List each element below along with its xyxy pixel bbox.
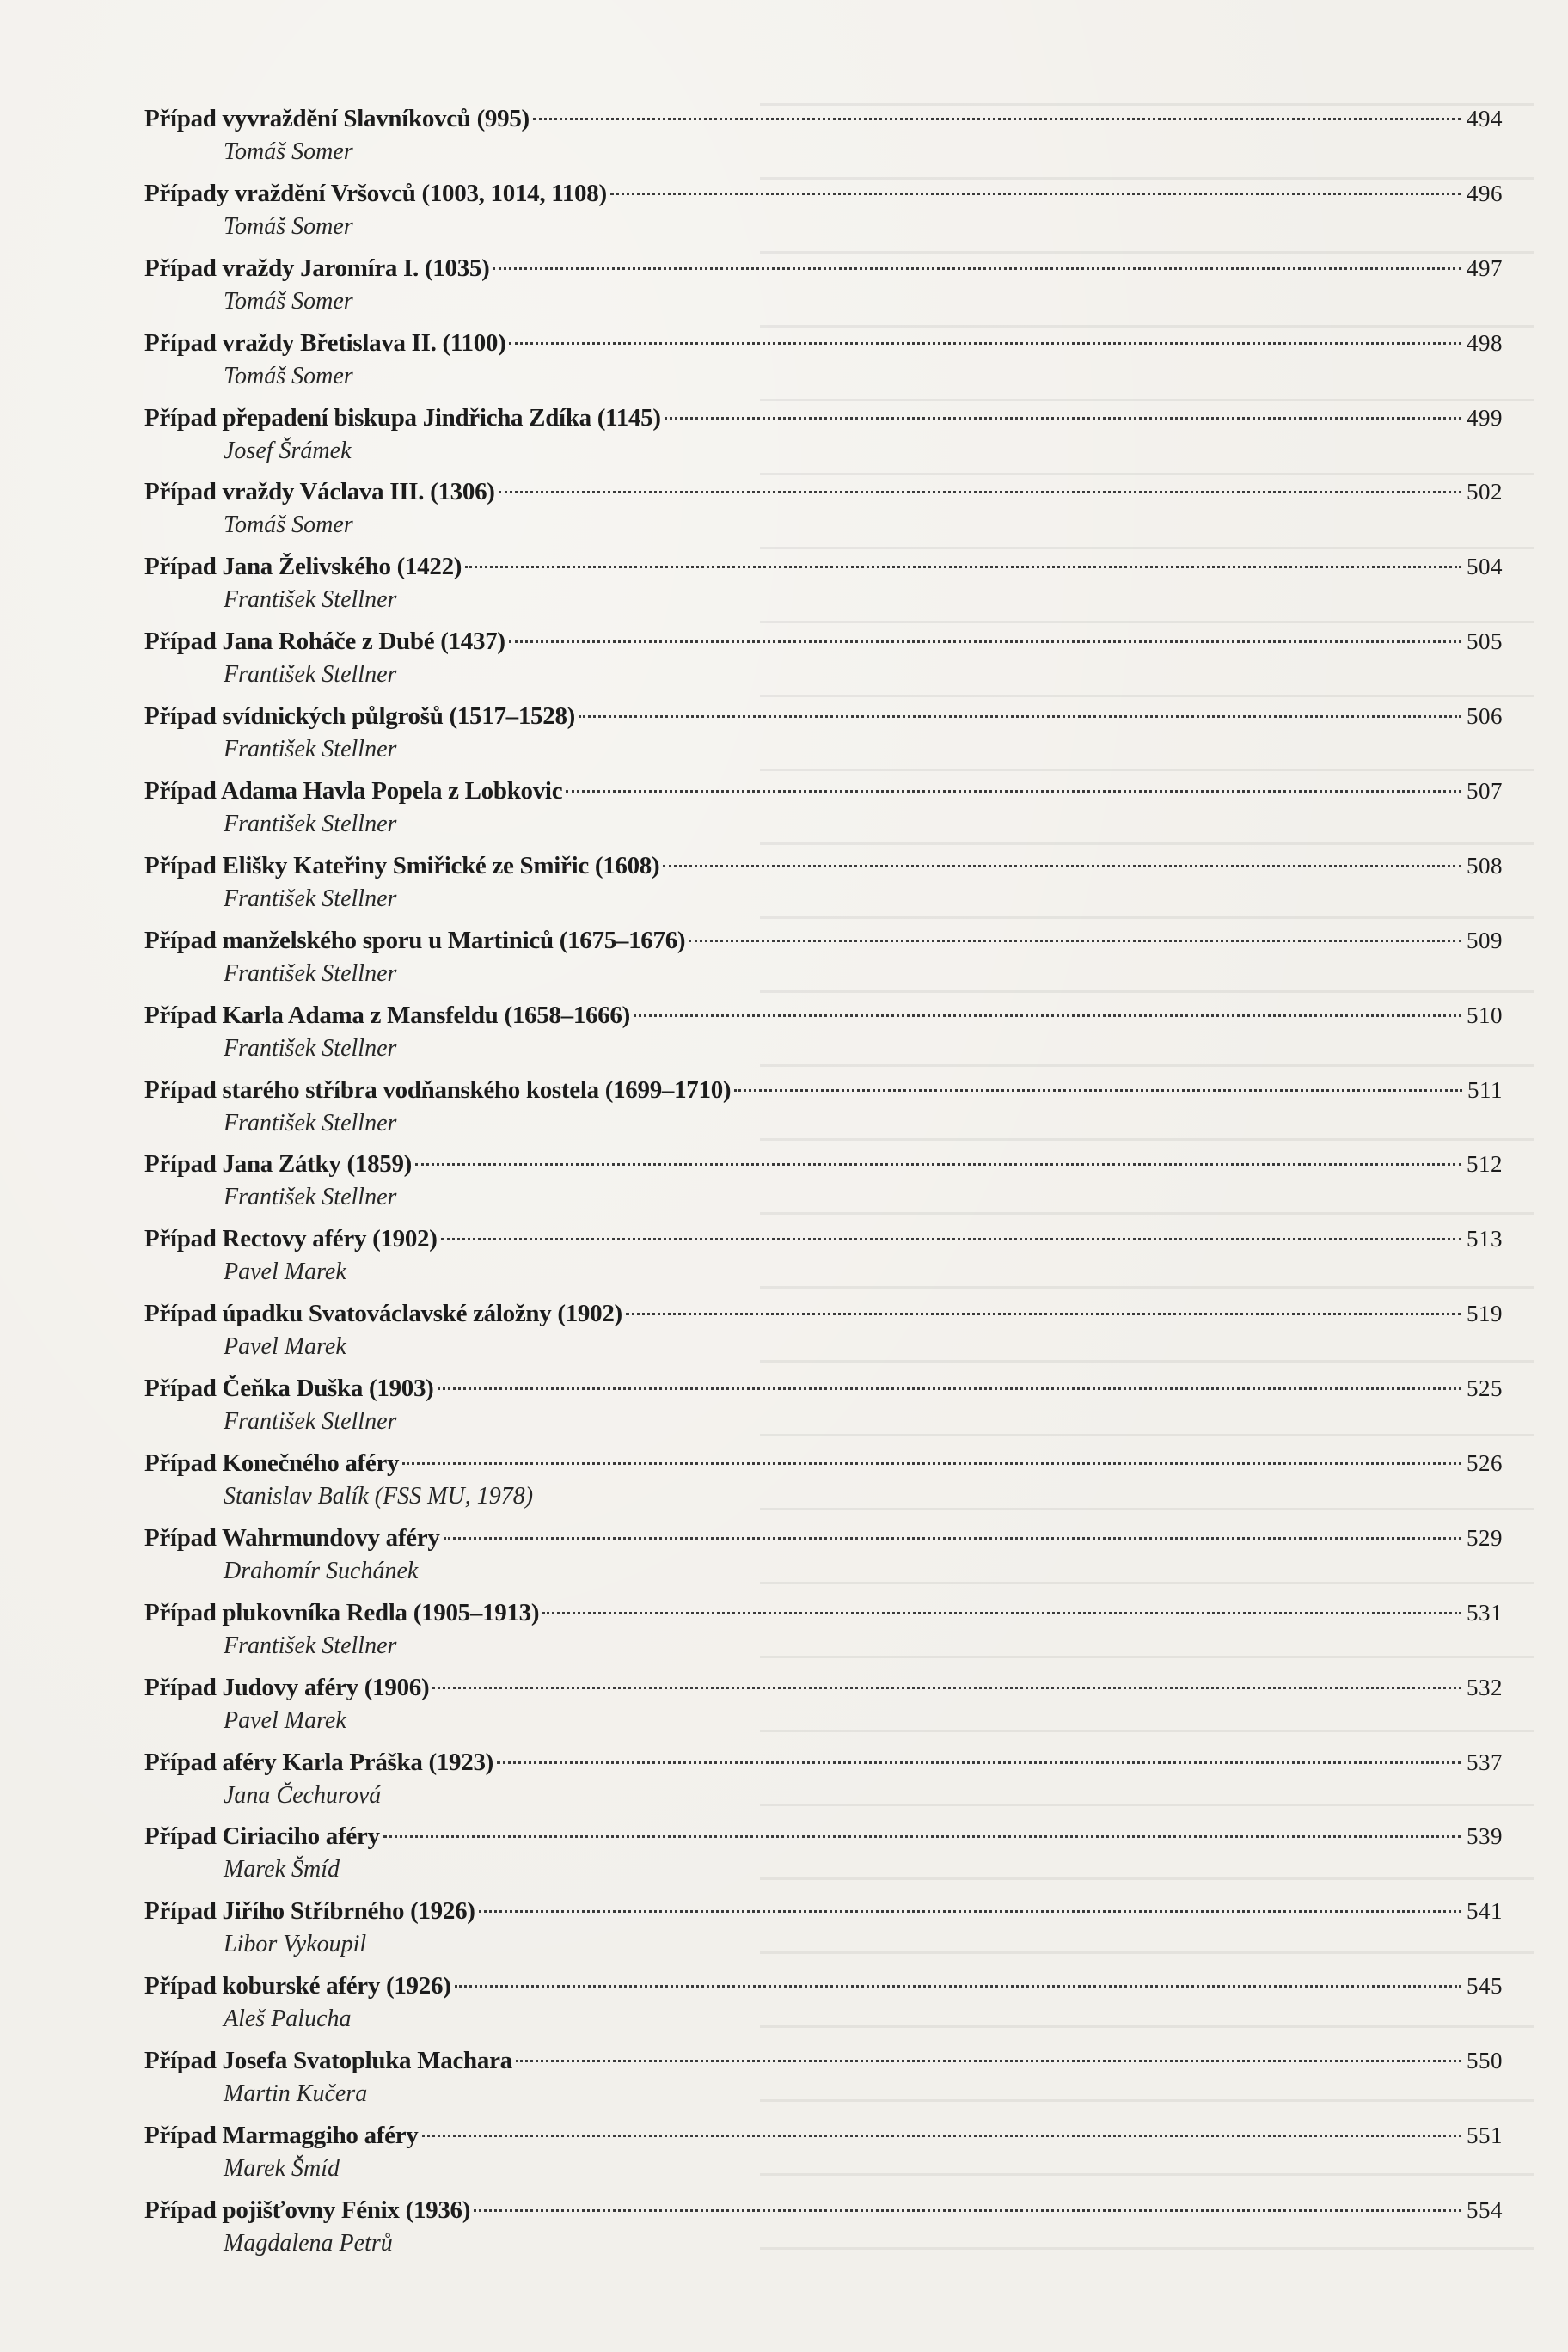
toc-entry-title: Případ Josefa Svatopluka Machara xyxy=(144,2047,512,2075)
toc-entry-title: Případ vraždy Václava III. (1306) xyxy=(144,478,495,506)
toc-entry-title: Případ svídnických půlgrošů (1517–1528) xyxy=(144,702,575,731)
toc-entry-title: Případ Karla Adama z Mansfeldu (1658–1666) xyxy=(144,1001,630,1029)
toc-entry-title: Případ Jana Roháče z Dubé (1437) xyxy=(144,628,505,656)
toc-entry xyxy=(144,1368,1503,1442)
toc-entry xyxy=(144,920,1503,995)
toc-entry xyxy=(144,2115,1503,2190)
toc-entry-line xyxy=(144,695,1503,737)
toc-entry-line xyxy=(144,98,1503,139)
toc-entry-title: Případ koburské aféry (1926) xyxy=(144,1972,451,2000)
toc-entry-line xyxy=(144,1592,1503,1633)
toc-entry-page-number: 529 xyxy=(1467,1524,1503,1551)
toc-entry-title: Případ aféry Karla Práška (1923) xyxy=(144,1748,494,1776)
dot-leader xyxy=(509,342,1461,345)
toc-entry-page-number: 509 xyxy=(1467,927,1503,953)
toc-entry xyxy=(144,845,1503,920)
toc-entry-author: Tomáš Somer xyxy=(224,362,353,389)
toc-entry xyxy=(144,695,1503,770)
toc-entry-page-number: 519 xyxy=(1467,1301,1503,1327)
toc-entry-author: František Stellner xyxy=(224,1408,397,1436)
toc-entry-title: Případ Jana Zátky (1859) xyxy=(144,1150,413,1179)
toc-entry-line xyxy=(144,471,1503,512)
toc-entry-page-number: 537 xyxy=(1467,1749,1503,1775)
toc-entry-author: Pavel Marek xyxy=(224,1259,346,1286)
toc-entry-author: Aleš Palucha xyxy=(224,2006,352,2033)
toc-entry xyxy=(144,2190,1503,2264)
toc-entry-page-number: 531 xyxy=(1467,1599,1503,1626)
toc-entry-page-number: 506 xyxy=(1467,703,1503,730)
toc-entry-line xyxy=(144,1069,1503,1111)
toc-entry-page-number: 511 xyxy=(1467,1076,1503,1103)
toc-entry-page-number: 554 xyxy=(1467,2196,1503,2223)
dot-leader xyxy=(634,1014,1461,1017)
toc-entry-page-number: 513 xyxy=(1467,1226,1503,1253)
dot-leader xyxy=(626,1313,1461,1315)
dot-leader xyxy=(542,1612,1461,1614)
dot-leader xyxy=(383,1835,1461,1838)
dot-leader xyxy=(474,2209,1461,2212)
toc-entry-line xyxy=(144,920,1503,961)
toc-entry-page-number: 507 xyxy=(1467,778,1503,805)
toc-entry-page-number: 539 xyxy=(1467,1823,1503,1850)
toc-entry-line xyxy=(144,397,1503,438)
toc-entry-author: Josef Šrámek xyxy=(224,437,352,464)
toc-entry-line xyxy=(144,248,1503,289)
toc-entry-line xyxy=(144,1368,1503,1409)
toc-entry-author: Libor Vykoupil xyxy=(224,1931,367,1958)
toc-entry-page-number: 541 xyxy=(1467,1898,1503,1925)
dot-leader xyxy=(438,1387,1461,1390)
toc-entry-author: František Stellner xyxy=(224,1034,397,1062)
toc-entry-title: Případ Rectovy aféry (1902) xyxy=(144,1225,438,1253)
toc-entry-author: Marek Šmíd xyxy=(224,2155,340,2183)
toc-entry-author: František Stellner xyxy=(224,586,397,614)
toc-entry-author: František Stellner xyxy=(224,811,397,838)
toc-entry xyxy=(144,1517,1503,1592)
toc-entry-author: Tomáš Somer xyxy=(224,212,353,240)
toc-entry-line xyxy=(144,995,1503,1036)
toc-entry xyxy=(144,1143,1503,1218)
toc-entry-line xyxy=(144,2190,1503,2231)
toc-entry-title: Případ Elišky Kateřiny Smiřické ze Smiřic (1608) xyxy=(144,851,660,879)
toc-entry-line xyxy=(144,1517,1503,1559)
toc-entry xyxy=(144,621,1503,695)
toc-entry-title: Případ Marmaggiho aféry xyxy=(144,2122,419,2150)
dot-leader xyxy=(441,1238,1461,1240)
toc-entry-page-number: 498 xyxy=(1467,329,1503,356)
toc-entry-title: Případ Judovy aféry (1906) xyxy=(144,1673,430,1701)
toc-entry-line xyxy=(144,322,1503,364)
toc-entry-page-number: 499 xyxy=(1467,404,1503,431)
toc-entry xyxy=(144,1592,1503,1667)
dot-leader xyxy=(402,1462,1461,1465)
toc-entry xyxy=(144,1742,1503,1816)
toc-entry-author: František Stellner xyxy=(224,1109,397,1136)
dot-leader xyxy=(465,566,1461,568)
toc-entry-page-number: 510 xyxy=(1467,1001,1503,1028)
toc-entry-line xyxy=(144,621,1503,662)
toc-entry-page-number: 505 xyxy=(1467,628,1503,655)
toc-entry-author: Tomáš Somer xyxy=(224,138,353,165)
toc-entry-title: Případ starého stříbra vodňanského kostela (1699–1710) xyxy=(144,1075,732,1104)
toc-entry xyxy=(144,1293,1503,1368)
toc-entry-title: Případ Čeňka Duška (1903) xyxy=(144,1375,434,1403)
toc-entry-page-number: 497 xyxy=(1467,254,1503,281)
dot-leader xyxy=(455,1985,1461,1988)
toc-entry-title: Případ vyvraždění Slavníkovců (995) xyxy=(144,105,530,132)
toc-entry xyxy=(144,770,1503,845)
toc-entry-author: František Stellner xyxy=(224,1632,397,1659)
toc-entry-line xyxy=(144,546,1503,587)
toc-entry-line xyxy=(144,1965,1503,2006)
dot-leader xyxy=(579,715,1461,718)
toc-entry-page-number: 550 xyxy=(1467,2048,1503,2074)
toc-entry-page-number: 532 xyxy=(1467,1674,1503,1700)
toc-entry-title: Případ úpadku Svatováclavské záložny (1902) xyxy=(144,1300,622,1328)
dot-leader xyxy=(610,193,1461,195)
toc-entry-page-number: 508 xyxy=(1467,852,1503,879)
toc-entry-line xyxy=(144,173,1503,214)
toc-entry-line xyxy=(144,1742,1503,1783)
toc-entry-page-number: 551 xyxy=(1467,2122,1503,2149)
toc-entry-page-number: 502 xyxy=(1467,479,1503,505)
dot-leader xyxy=(497,1761,1461,1764)
toc-entry-author: Marek Šmíd xyxy=(224,1856,340,1883)
toc-entry xyxy=(144,397,1503,472)
toc-entry-title: Případ manželského sporu u Martiniců (1675–1676) xyxy=(144,926,686,954)
toc-entry-page-number: 545 xyxy=(1467,1973,1503,2000)
toc-entry-author: František Stellner xyxy=(224,661,397,689)
toc-entry xyxy=(144,1218,1503,1293)
toc-entry-title: Případ Adama Havla Popela z Lobkovic xyxy=(144,777,563,805)
toc-entry-title: Případ vraždy Jaromíra I. (1035) xyxy=(144,254,490,282)
toc-entry xyxy=(144,1816,1503,1890)
toc-entry xyxy=(144,322,1503,397)
toc-entry-title: Případ pojišťovny Fénix (1936) xyxy=(144,2196,471,2224)
dot-leader xyxy=(509,640,1461,643)
toc-entry xyxy=(144,1667,1503,1742)
toc-entry-author: František Stellner xyxy=(224,959,397,987)
dot-leader xyxy=(479,1910,1461,1913)
toc-entry-author: Stanislav Balík (FSS MU, 1978) xyxy=(224,1483,534,1510)
toc-entry-line xyxy=(144,845,1503,886)
toc-entry-author: František Stellner xyxy=(224,736,397,763)
toc-entry-title: Případ vraždy Břetislava II. (1100) xyxy=(144,328,506,357)
toc-entry-line xyxy=(144,1890,1503,1932)
toc-entry xyxy=(144,1965,1503,2040)
toc-entry-author: Pavel Marek xyxy=(224,1706,346,1734)
toc-entry-title: Případy vraždění Vršovců (1003, 1014, 1108) xyxy=(144,179,607,207)
toc-entry-line xyxy=(144,1218,1503,1259)
toc-entry xyxy=(144,471,1503,546)
toc-entry-page-number: 525 xyxy=(1467,1375,1503,1402)
toc-entry-title: Případ Jana Želivského (1422) xyxy=(144,553,462,581)
dot-leader xyxy=(415,1163,1461,1166)
dot-leader xyxy=(689,940,1461,942)
toc-entry-line xyxy=(144,1293,1503,1334)
dot-leader xyxy=(516,2060,1461,2062)
toc-entry-author: Magdalena Petrů xyxy=(224,2229,393,2257)
toc-entry-title: Případ přepadení biskupa Jindřicha Zdíka (1145) xyxy=(144,403,661,432)
toc-entry-author: Jana Čechurová xyxy=(224,1781,382,1809)
toc-entry xyxy=(144,1442,1503,1517)
toc-entry xyxy=(144,173,1503,248)
toc-entry-line xyxy=(144,1442,1503,1484)
dot-leader xyxy=(533,118,1461,120)
toc-entry-page-number: 526 xyxy=(1467,1450,1503,1477)
toc-entry-line xyxy=(144,770,1503,812)
dot-leader xyxy=(665,417,1461,420)
toc-entry-line xyxy=(144,2040,1503,2081)
toc-entry-title: Případ Konečného aféry xyxy=(144,1449,400,1478)
toc-entry-title: Případ plukovníka Redla (1905–1913) xyxy=(144,1598,540,1626)
toc-entry-author: Martin Kučera xyxy=(224,2080,368,2108)
dot-leader xyxy=(499,491,1461,493)
toc-entry-author: Drahomír Suchánek xyxy=(224,1557,419,1584)
toc-entry-line xyxy=(144,1143,1503,1185)
dot-leader xyxy=(432,1687,1461,1689)
toc-entry xyxy=(144,1890,1503,1965)
toc-entry-author: František Stellner xyxy=(224,885,397,912)
dot-leader xyxy=(663,865,1461,867)
toc-entry-page-number: 512 xyxy=(1467,1151,1503,1178)
toc-entry-author: Tomáš Somer xyxy=(224,287,353,315)
toc-entry-page-number: 504 xyxy=(1467,554,1503,580)
toc-entry-page-number: 494 xyxy=(1467,106,1503,132)
table-of-contents xyxy=(144,98,1503,2264)
toc-entry xyxy=(144,995,1503,1069)
dot-leader xyxy=(566,790,1461,793)
dot-leader xyxy=(422,2135,1462,2137)
toc-entry-author: Pavel Marek xyxy=(224,1333,346,1361)
dot-leader xyxy=(444,1537,1461,1540)
toc-entry-title: Případ Wahrmundovy aféry xyxy=(144,1523,440,1552)
toc-entry-title: Případ Jiřího Stříbrného (1926) xyxy=(144,1897,475,1926)
toc-entry xyxy=(144,2040,1503,2115)
dot-leader xyxy=(734,1089,1462,1092)
dot-leader xyxy=(493,267,1461,270)
toc-entry-title: Případ Ciriaciho aféry xyxy=(144,1822,380,1851)
toc-entry-line xyxy=(144,2115,1503,2156)
toc-entry xyxy=(144,546,1503,621)
toc-entry xyxy=(144,1069,1503,1144)
toc-entry-author: František Stellner xyxy=(224,1184,397,1211)
toc-entry-author: Tomáš Somer xyxy=(224,511,353,539)
toc-entry-line xyxy=(144,1816,1503,1857)
toc-entry xyxy=(144,248,1503,322)
toc-entry xyxy=(144,98,1503,173)
toc-entry-line xyxy=(144,1667,1503,1708)
toc-entry-page-number: 496 xyxy=(1467,180,1503,206)
